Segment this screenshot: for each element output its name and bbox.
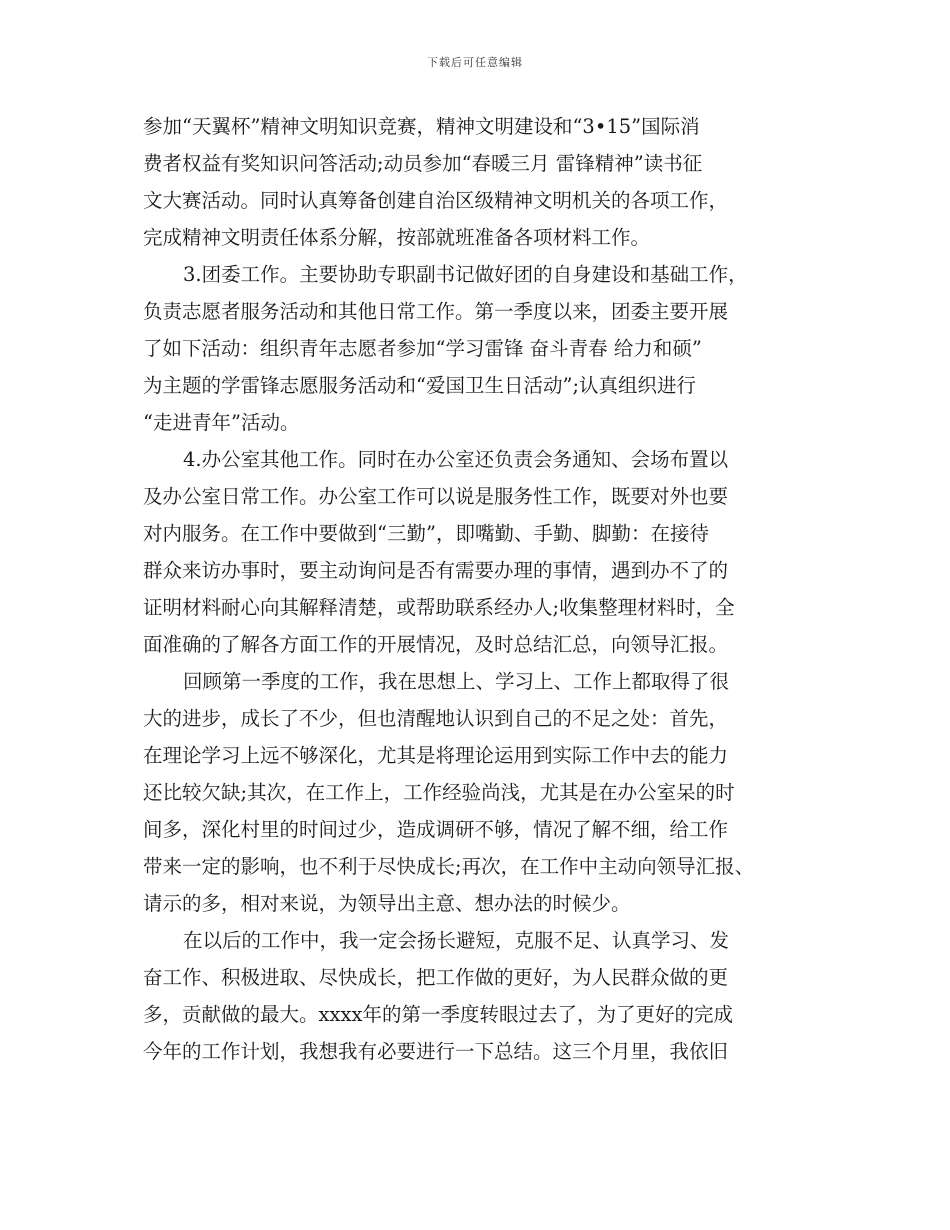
text-line: 间多，深化村里的时间过少，造成调研不够，情况了解不细，给工作 bbox=[143, 818, 729, 841]
text-line: 在以后的工作中，我一定会扬长避短，克服不足、认真学习、发 bbox=[183, 929, 730, 952]
text-line: 对内服务。在工作中要做到“三勤”，即嘴勤、手勤、脚勤：在接待 bbox=[143, 522, 709, 545]
text-line: 今年的工作计划，我想我有必要进行一下总结。这三个月里，我依旧 bbox=[143, 1040, 729, 1063]
text-line: 及办公室日常工作。办公室工作可以说是服务性工作，既要对外也要 bbox=[143, 485, 729, 508]
text-line: 奋工作、积极进取、尽快成长，把工作做的更好，为人民群众做的更 bbox=[143, 966, 729, 989]
text-line: 3.团委工作。主要协助专职副书记做好团的自身建设和基础工作， bbox=[183, 263, 748, 286]
text-line: 多，贡献做的最大。xxxx年的第一季度转眼过去了，为了更好的完成 bbox=[143, 1003, 733, 1026]
text-line: 群众来访办事时，要主动询问是否有需要办理的事情，遇到办不了的 bbox=[143, 559, 729, 582]
page-header: 下载后可任意编辑 bbox=[427, 56, 523, 69]
text-line: 大的进步，成长了不少，但也清醒地认识到自己的不足之处：首先， bbox=[143, 707, 729, 730]
text-line: 文大赛活动。同时认真筹备创建自治区级精神文明机关的各项工作， bbox=[143, 189, 729, 212]
text-line: 回顾第一季度的工作，我在思想上、学习上、工作上都取得了很 bbox=[183, 670, 730, 693]
text-line: 完成精神文明责任体系分解，按部就班准备各项材料工作。 bbox=[143, 226, 651, 249]
text-line: 面准确的了解各方面工作的开展情况，及时总结汇总，向领导汇报。 bbox=[143, 633, 729, 656]
text-line: 了如下活动：组织青年志愿者参加“学习雷锋 奋斗青春 给力和硕” bbox=[143, 337, 702, 360]
text-line: 4.办公室其他工作。同时在办公室还负责会务通知、会场布置以 bbox=[183, 448, 729, 471]
text-line: 为主题的学雷锋志愿服务活动和“爱国卫生日活动”;认真组织进行 bbox=[143, 374, 697, 397]
text-line: “走进青年”活动。 bbox=[143, 411, 300, 434]
text-line: 证明材料耐心向其解释清楚，或帮助联系经办人;收集整理材料时，全 bbox=[143, 596, 735, 619]
text-line: 费者权益有奖知识问答活动;动员参加“春暖三月 雷锋精神”读书征 bbox=[143, 152, 703, 175]
document-body bbox=[143, 108, 823, 1070]
text-line: 请示的多，相对来说，为领导出主意、想办法的时候少。 bbox=[143, 892, 631, 915]
text-line: 还比较欠缺;其次，在工作上，工作经验尚浅，尤其是在办公室呆的时 bbox=[143, 781, 735, 804]
text-line: 带来一定的影响，也不利于尽快成长;再次，在工作中主动向领导汇报、 bbox=[143, 855, 755, 878]
text-line: 参加“天翼杯”精神文明知识竞赛，精神文明建设和“3•15”国际消 bbox=[143, 115, 700, 138]
text-line: 负责志愿者服务活动和其他日常工作。第一季度以来，团委主要开展 bbox=[143, 300, 729, 323]
text-line: 在理论学习上远不够深化，尤其是将理论运用到实际工作中去的能力 bbox=[143, 744, 729, 767]
